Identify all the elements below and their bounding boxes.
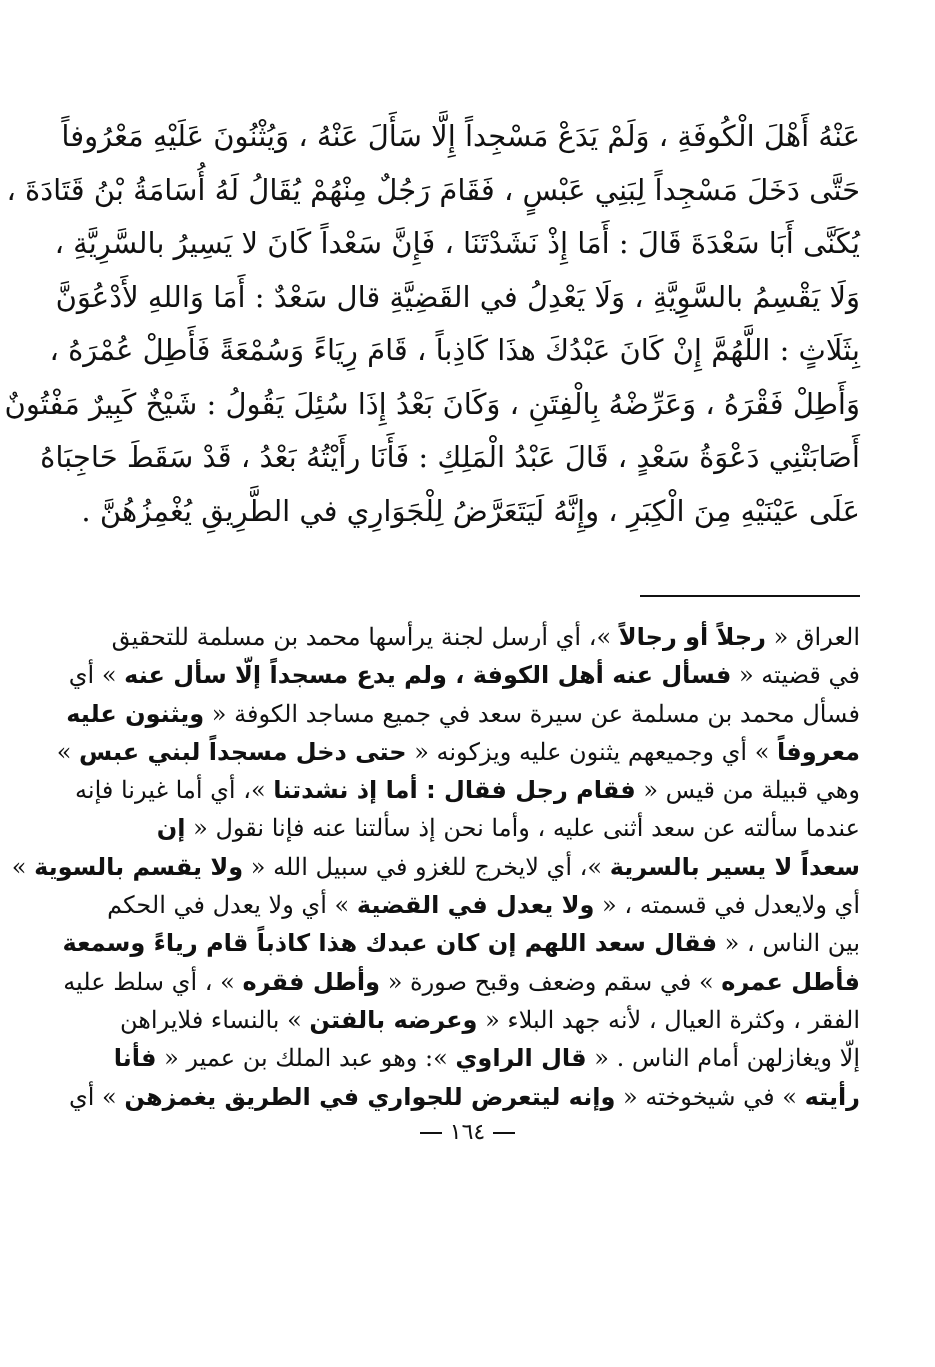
commentary-text: أي ولايعدل في قسمته ، «: [594, 891, 860, 920]
commentary-line: [68, 656, 860, 694]
commentary-text: عندما سألته عن سعد أثنى عليه ، وأما نحن إذ سألتنا عنه فإنا نقول «: [185, 814, 860, 843]
page-number-dash-right: [493, 1132, 515, 1134]
commentary-text: »: [11, 852, 35, 881]
commentary-quote: فقال سعد اللهم إن كان عبدك هذا كاذباً قام رياءً وسمعة: [62, 929, 718, 958]
commentary-line: [80, 1039, 860, 1077]
page-content: [4, 110, 860, 1111]
commentary-block: [11, 618, 860, 1116]
commentary-line: [80, 1001, 860, 1039]
main-text-line: بِثَلَاثٍ : اللَّهُمَّ إِنْ كَانَ عَبْدُكَ هذَا كَاذِباً ، قَامَ رِيَاءً وَسُمْعَةً فَأَطِلْ عُمْرَهُ ،: [49, 333, 860, 367]
commentary-quote: سعداً لا يسير بالسرية: [609, 852, 860, 881]
commentary-line: [80, 618, 860, 656]
commentary-text: » ، أي سلط عليه: [63, 967, 243, 996]
commentary-quote: رجلاً أو رجالاً: [618, 623, 766, 651]
commentary-text: »، أي لايخرج للغزو في سبيل الله «: [243, 852, 610, 881]
commentary-quote: فقام رجل فقال : أما إذ نشدتنا: [273, 776, 636, 805]
commentary-text: »: [56, 737, 80, 766]
main-text-line: يُكَنَّى أَبَا سَعْدَةَ قَالَ : أَمَا إِذْ نَشَدْتَنَا ، فَإِنَّ سَعْداً كَانَ لا يَسِيرُ بالسَّرِيَّةِ ،: [54, 226, 860, 260]
commentary-line: [56, 733, 860, 771]
commentary-line: [63, 963, 860, 1001]
commentary-text: » أي ولا يعدل في الحكم: [107, 891, 357, 920]
commentary-line: [80, 809, 860, 847]
commentary-text: » أي: [68, 1082, 125, 1111]
commentary-quote: حتى دخل مسجداً لبني عبس: [79, 737, 407, 766]
commentary-text: » بالنساء فلايراهن: [119, 1005, 310, 1034]
commentary-quote: ويثنون عليه: [66, 699, 205, 728]
commentary-text: » أي: [68, 661, 125, 690]
commentary-text: » في شيخوخته «: [615, 1082, 805, 1111]
commentary-line: [68, 1078, 860, 1116]
commentary-text: » في سقم وضعف وقبح صورة «: [380, 967, 722, 996]
commentary-text: إلّا ويغازلهن أمام الناس . «: [586, 1044, 860, 1073]
commentary-text: بين الناس ، «: [717, 929, 860, 958]
main-text-line: عَنْهُ أَهْلَ الْكُوفَةِ ، وَلَمْ يَدَعْ مَسْجِداً إِلَّا سَأَلَ عَنْهُ ، وَيُثْنُونَ عَلَيْهِ مَعْرُوفاً: [61, 119, 860, 153]
commentary-line: [80, 886, 860, 924]
commentary-line: [62, 924, 860, 962]
commentary-quote: فأطل عمره: [721, 967, 860, 996]
commentary-text: »: وهو عبد الملك بن عمير «: [156, 1044, 456, 1073]
commentary-quote: وعرضه بالفتن: [309, 1005, 478, 1034]
commentary-line: [66, 695, 860, 733]
commentary-quote: وإنه ليتعرض للجواري في الطريق يغمزهن: [124, 1082, 616, 1111]
main-text-line: حَتَّى دَخَلَ مَسْجِداً لِبَنِي عَبْسٍ ، فَقَامَ رَجُلٌ مِنْهُمْ يُقَالُ لَهُ أُسَامَةُ بْنُ قَتَادَةَ ،: [6, 172, 860, 207]
main-text-line: وَلَا يَقْسِمُ بالسَّوِيَّةِ ، وَلَا يَعْدِلُ في القَضِيَّةِ قال سَعْدٌ : أَمَا وَاللهِ لأَدْعُوَنَّ: [55, 279, 860, 314]
page-number-dash-left: [420, 1132, 442, 1134]
main-text-block: [4, 110, 860, 538]
footnote-divider: [640, 595, 860, 597]
commentary-quote: قال الراوي: [455, 1044, 587, 1073]
commentary-line: [11, 848, 860, 886]
main-text-line: عَلَى عَيْنَيْهِ مِنَ الْكِبَرِ ، وإِنَّهُ لَيَتَعَرَّضُ لِلْجَوَارِي في الطَّرِيقِ يُغْمِزُهُنَّ .: [81, 493, 860, 528]
commentary-text: »، أي أما غيرنا فإنه: [75, 776, 274, 805]
commentary-text: فسأل محمد بن مسلمة عن سيرة سعد في جميع مساجد الكوفة «: [204, 699, 860, 728]
commentary-quote: فسأل عنه أهل الكوفة ، ولم يدع مسجداً إلّا سأل عنه: [124, 661, 732, 690]
commentary-quote: وأطل فقره: [242, 967, 381, 996]
commentary-quote: معروفاً: [777, 737, 860, 766]
page-number-line: [0, 1120, 935, 1145]
main-text-line: أَصَابَتْنِي دَعْوَةُ سَعْدٍ ، قَالَ عَبْدُ الْمَلِكِ : فَأَنَا رأَيْتُهُ بَعْدُ ، قَدْ سَقَطَ حَاجِبَاهُ: [40, 440, 860, 474]
commentary-text: » أي وجميعهم يثنون عليه ويزكونه «: [406, 737, 778, 766]
page-number: ١٦٤: [449, 1120, 486, 1145]
commentary-quote: رأيته: [804, 1082, 860, 1111]
commentary-quote: فأنا: [113, 1044, 157, 1073]
main-text-line: وَأَطِلْ فَقْرَهُ ، وَعَرِّضْهُ بِالْفِتَنِ ، وَكَانَ بَعْدُ إِذَا سُئِلَ يَقُولُ : شَيْخٌ كَبِيرٌ مَفْتُونٌ: [4, 386, 860, 421]
commentary-quote: ولا يقسم بالسوية: [34, 852, 244, 881]
commentary-text: وهي قبيلة من قيس «: [635, 776, 860, 805]
commentary-quote: ولا يعدل في القضية: [356, 891, 595, 920]
commentary-text: العراق «: [765, 623, 860, 651]
commentary-text: الفقر ، وكثرة العيال ، لأنه جهد البلاء «: [477, 1005, 860, 1034]
commentary-quote: إن: [156, 814, 186, 843]
commentary-text: في قضيته «: [731, 661, 860, 690]
commentary-text: »، أي أرسل لجنة يرأسها محمد بن مسلمة للتحقيق: [111, 623, 619, 651]
commentary-line: [75, 771, 860, 809]
